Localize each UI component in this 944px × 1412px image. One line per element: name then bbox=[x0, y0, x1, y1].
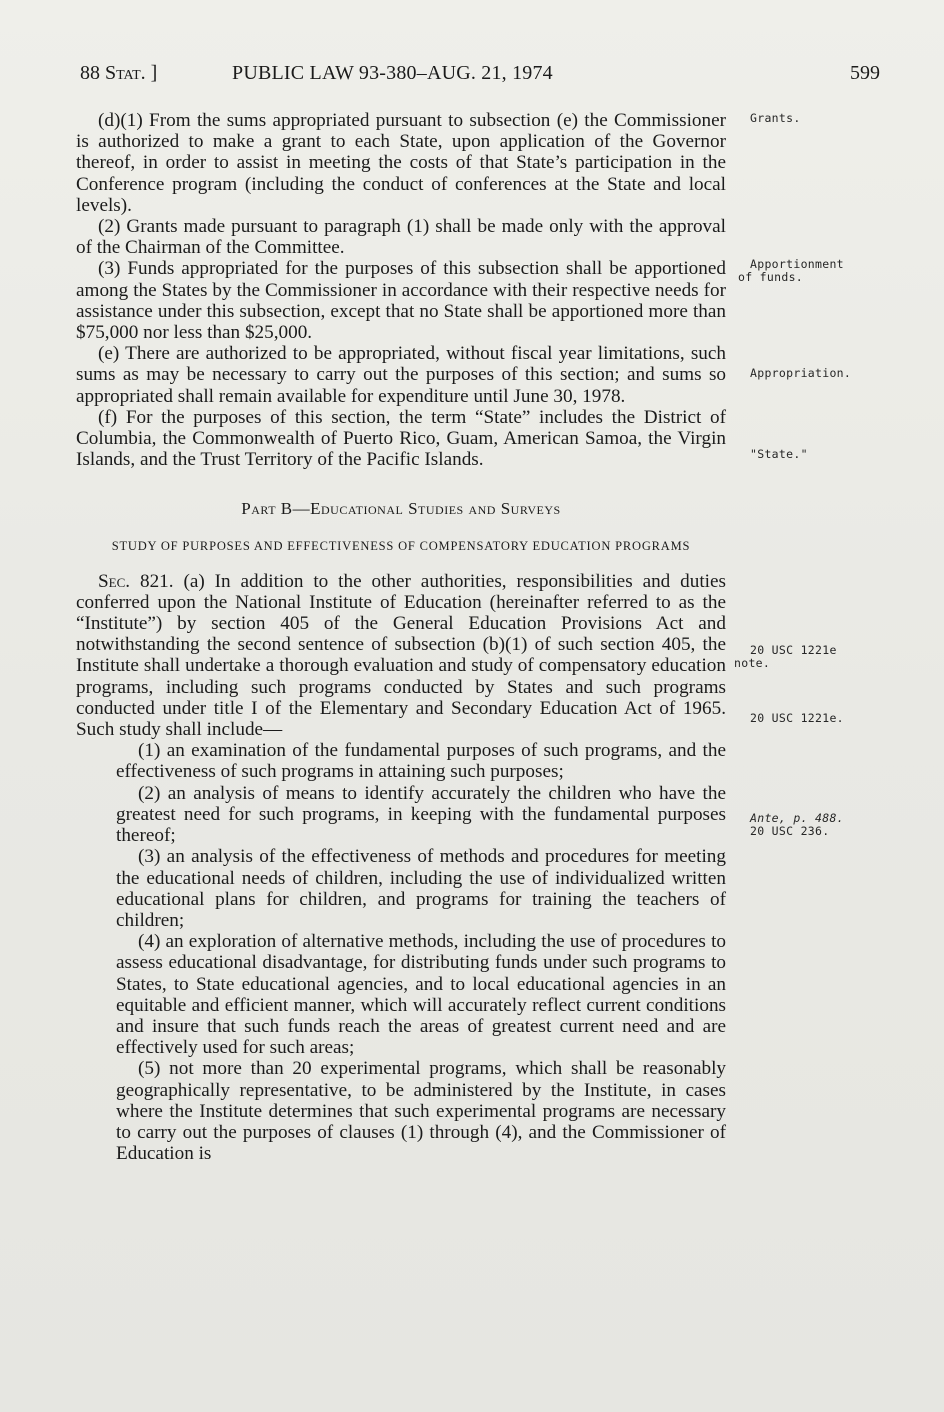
margin-note-line: 20 USC 236. bbox=[750, 824, 830, 838]
list-item: (4) an exploration of alternative methods, including the use of procedures to assess educational disadvantage, for distributing funds under such programs to States, to State educational agencies, and to local educational agencies in an equitable and efficient manner, which will accurately reflect current conditions and insure that such funds reach the areas of greatest current need and are effectively used for such areas; bbox=[116, 931, 726, 1059]
list-item: (5) not more than 20 experimental programs, which shall be reasonably geographically representative, to be administered by the Institute, in cases where the Institute determines that such experimental programs are necessary to carry out the purposes of clauses (1) through (4), and the Commissioner of Education is bbox=[116, 1058, 726, 1165]
section-821-intro bbox=[76, 571, 726, 741]
margin-note-line: 20 USC 1221e bbox=[750, 643, 837, 657]
margin-note-line: note. bbox=[734, 656, 771, 670]
margin-note-usc-note bbox=[734, 643, 837, 670]
page-number: 599 bbox=[850, 62, 880, 84]
margin-note-ante bbox=[750, 812, 844, 838]
margin-note-appropriation: Appropriation. bbox=[750, 366, 852, 380]
list-item: (2) an analysis of means to identify accurately the children who have the greatest need for such programs, in keeping with the fundamental purposes thereof; bbox=[116, 782, 726, 847]
list-item: (1) an examination of the fundamental purposes of such programs, and the effectiveness of such programs in attaining such purposes; bbox=[116, 740, 726, 783]
margin-note-usc-1221e: 20 USC 1221e. bbox=[750, 711, 844, 725]
paragraph-d3: (3) Funds appropriated for the purposes of this subsection shall be apportioned among the States by the Commissioner in accordance with their respective needs for assistance under this subsection, except that no State shall be apportioned more than $75,000 nor less than $25,000. bbox=[76, 258, 726, 344]
margin-note-ante-text: Ante, p. 488. bbox=[750, 811, 844, 825]
margin-note-line: of funds. bbox=[738, 270, 804, 284]
margin-note-grants: Grants. bbox=[750, 111, 801, 125]
section-intro-text: (a) In addition to the other authorities, responsibilities and duties conferred upon the National Institute of Education (hereinafter referred to as the “Institute”) by section 405 of the General Education Provisions Act and notwithstanding the second sentence of subsection (b)(1) of such section 405, the Institute shall undertake a thorough evaluation and study of compensatory education programs, including such programs conducted by States and such programs conducted under title I of the Elementary and Secondary Education Act of 1965. Such study shall include— bbox=[76, 570, 726, 741]
paragraph-f: (f) For the purposes of this section, the term “State” includes the District of Columbia, the Commonwealth of Puerto Rico, Guam, American Samoa, the Virgin Islands, and the Trust Territory of the Pacific Islands. bbox=[76, 406, 726, 471]
margin-note-line: Apportionment bbox=[750, 257, 844, 271]
margin-note-state: "State." bbox=[750, 447, 808, 461]
section-subheading: STUDY OF PURPOSES AND EFFECTIVENESS OF COMPENSATORY EDUCATION PROGRAMS bbox=[111, 538, 691, 553]
margin-note-apportionment bbox=[738, 257, 844, 284]
paragraph-e: (e) There are authorized to be appropriated, without fiscal year limitations, such sums as may be necessary to carry out the purposes of this section; and sums so appropriated shall remain available for expenditure until June 30, 1978. bbox=[76, 343, 726, 407]
body-text bbox=[76, 110, 726, 1164]
page-header bbox=[76, 62, 880, 90]
statute-volume: 88 Stat. ] bbox=[80, 62, 158, 84]
list-item: (3) an analysis of the effectiveness of methods and procedures for meeting the educational needs of children, including the use of individualized written educational plans for children, and programs for training the teachers of children; bbox=[116, 846, 726, 931]
paragraph-d2: (2) Grants made pursuant to paragraph (1) shall be made only with the approval of the Chairman of the Committee. bbox=[76, 216, 726, 259]
paragraph-d1: (d)(1) From the sums appropriated pursuant to subsection (e) the Commissioner is authorized to make a grant to each State, upon application of the Governor thereof, in order to assist in meeting the costs of that State’s participation in the Conference program (including the conduct of conferences at the State and local levels). bbox=[76, 110, 726, 216]
part-heading: Part B—Educational Studies and Surveys bbox=[241, 499, 561, 519]
section-label: Sec. 821. bbox=[98, 570, 174, 592]
running-title: PUBLIC LAW 93-380–AUG. 21, 1974 bbox=[232, 62, 553, 84]
